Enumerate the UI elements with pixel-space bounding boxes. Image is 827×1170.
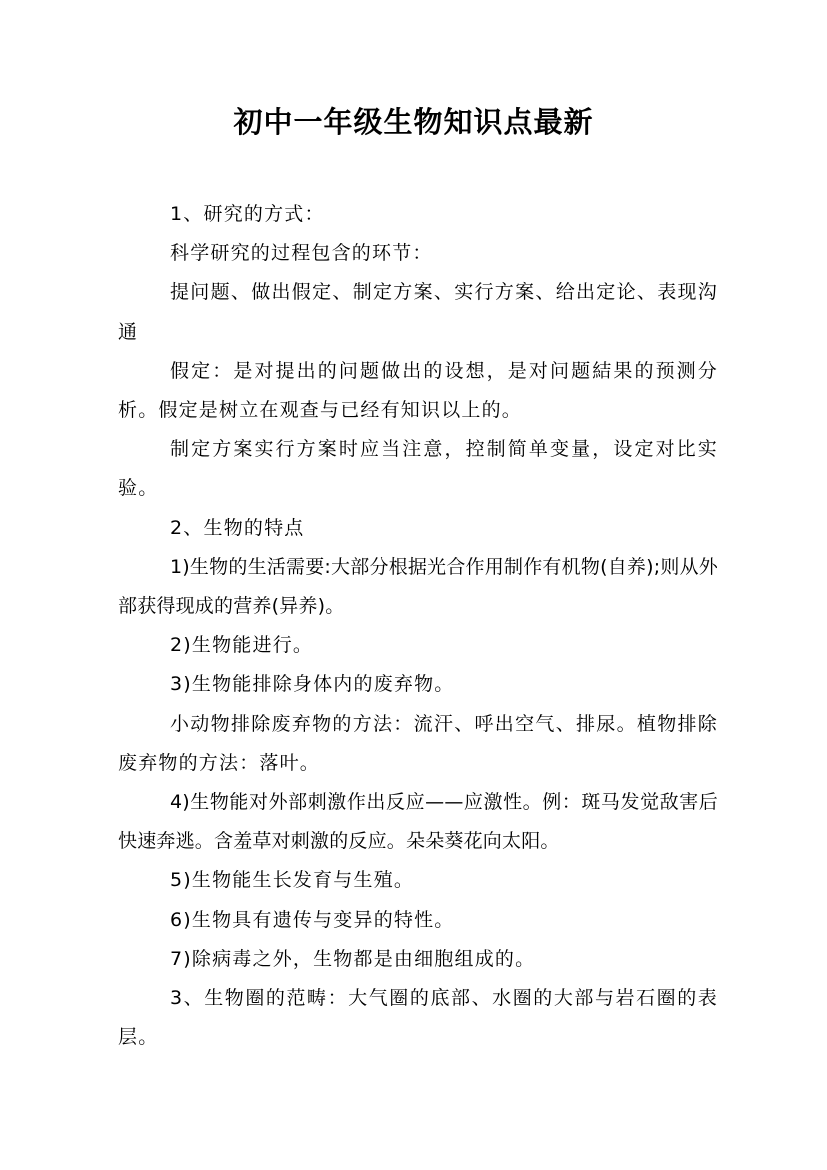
paragraph: 假定：是对提出的问题做出的设想，是对问题結果的预测分析。假定是树立在观查与已经有知识以上的。 xyxy=(118,359,718,422)
paragraph: 3、生物圈的范畴：大气圈的底部、水圈的大部与岩石圈的表层。 xyxy=(118,987,718,1049)
paragraph: 4)生物能对外部刺激作出反应——应激性。例：斑马发觉敌害后快速奔逃。含羞草对刺激的反应。朵朵葵花向太阳。 xyxy=(118,791,718,853)
document-body xyxy=(118,195,718,1057)
document-title: 初中一年级生物知识点最新 xyxy=(233,105,594,139)
paragraph: 5)生物能生长发育与生殖。 xyxy=(170,869,415,892)
paragraph: 提问题、做出假定、制定方案、实行方案、给出定论、表现沟通 xyxy=(118,281,718,343)
paragraph: 6)生物具有遗传与变异的特性。 xyxy=(170,908,455,931)
paragraph: 2、生物的特点 xyxy=(170,516,305,539)
paragraph: 7)除病毒之外，生物都是由细胞组成的。 xyxy=(170,947,536,970)
paragraph: 1、研究的方式： xyxy=(170,203,325,225)
paragraph: 2)生物能进行。 xyxy=(170,634,314,657)
paragraph: 科学研究的过程包含的环节： xyxy=(170,242,433,265)
paragraph: 1)生物的生活需要:大部分根据光合作用制作有机物(自养);则从外部获得现成的营养(异养)。 xyxy=(118,555,718,618)
paragraph: 3)生物能排除身体内的废弃物。 xyxy=(170,673,455,696)
paragraph: 小动物排除废弃物的方法：流汗、呼出空气、排尿。植物排除废弃物的方法：落叶。 xyxy=(118,712,718,774)
paragraph: 制定方案实行方案时应当注意，控制简单变量，设定对比实验。 xyxy=(118,438,718,500)
